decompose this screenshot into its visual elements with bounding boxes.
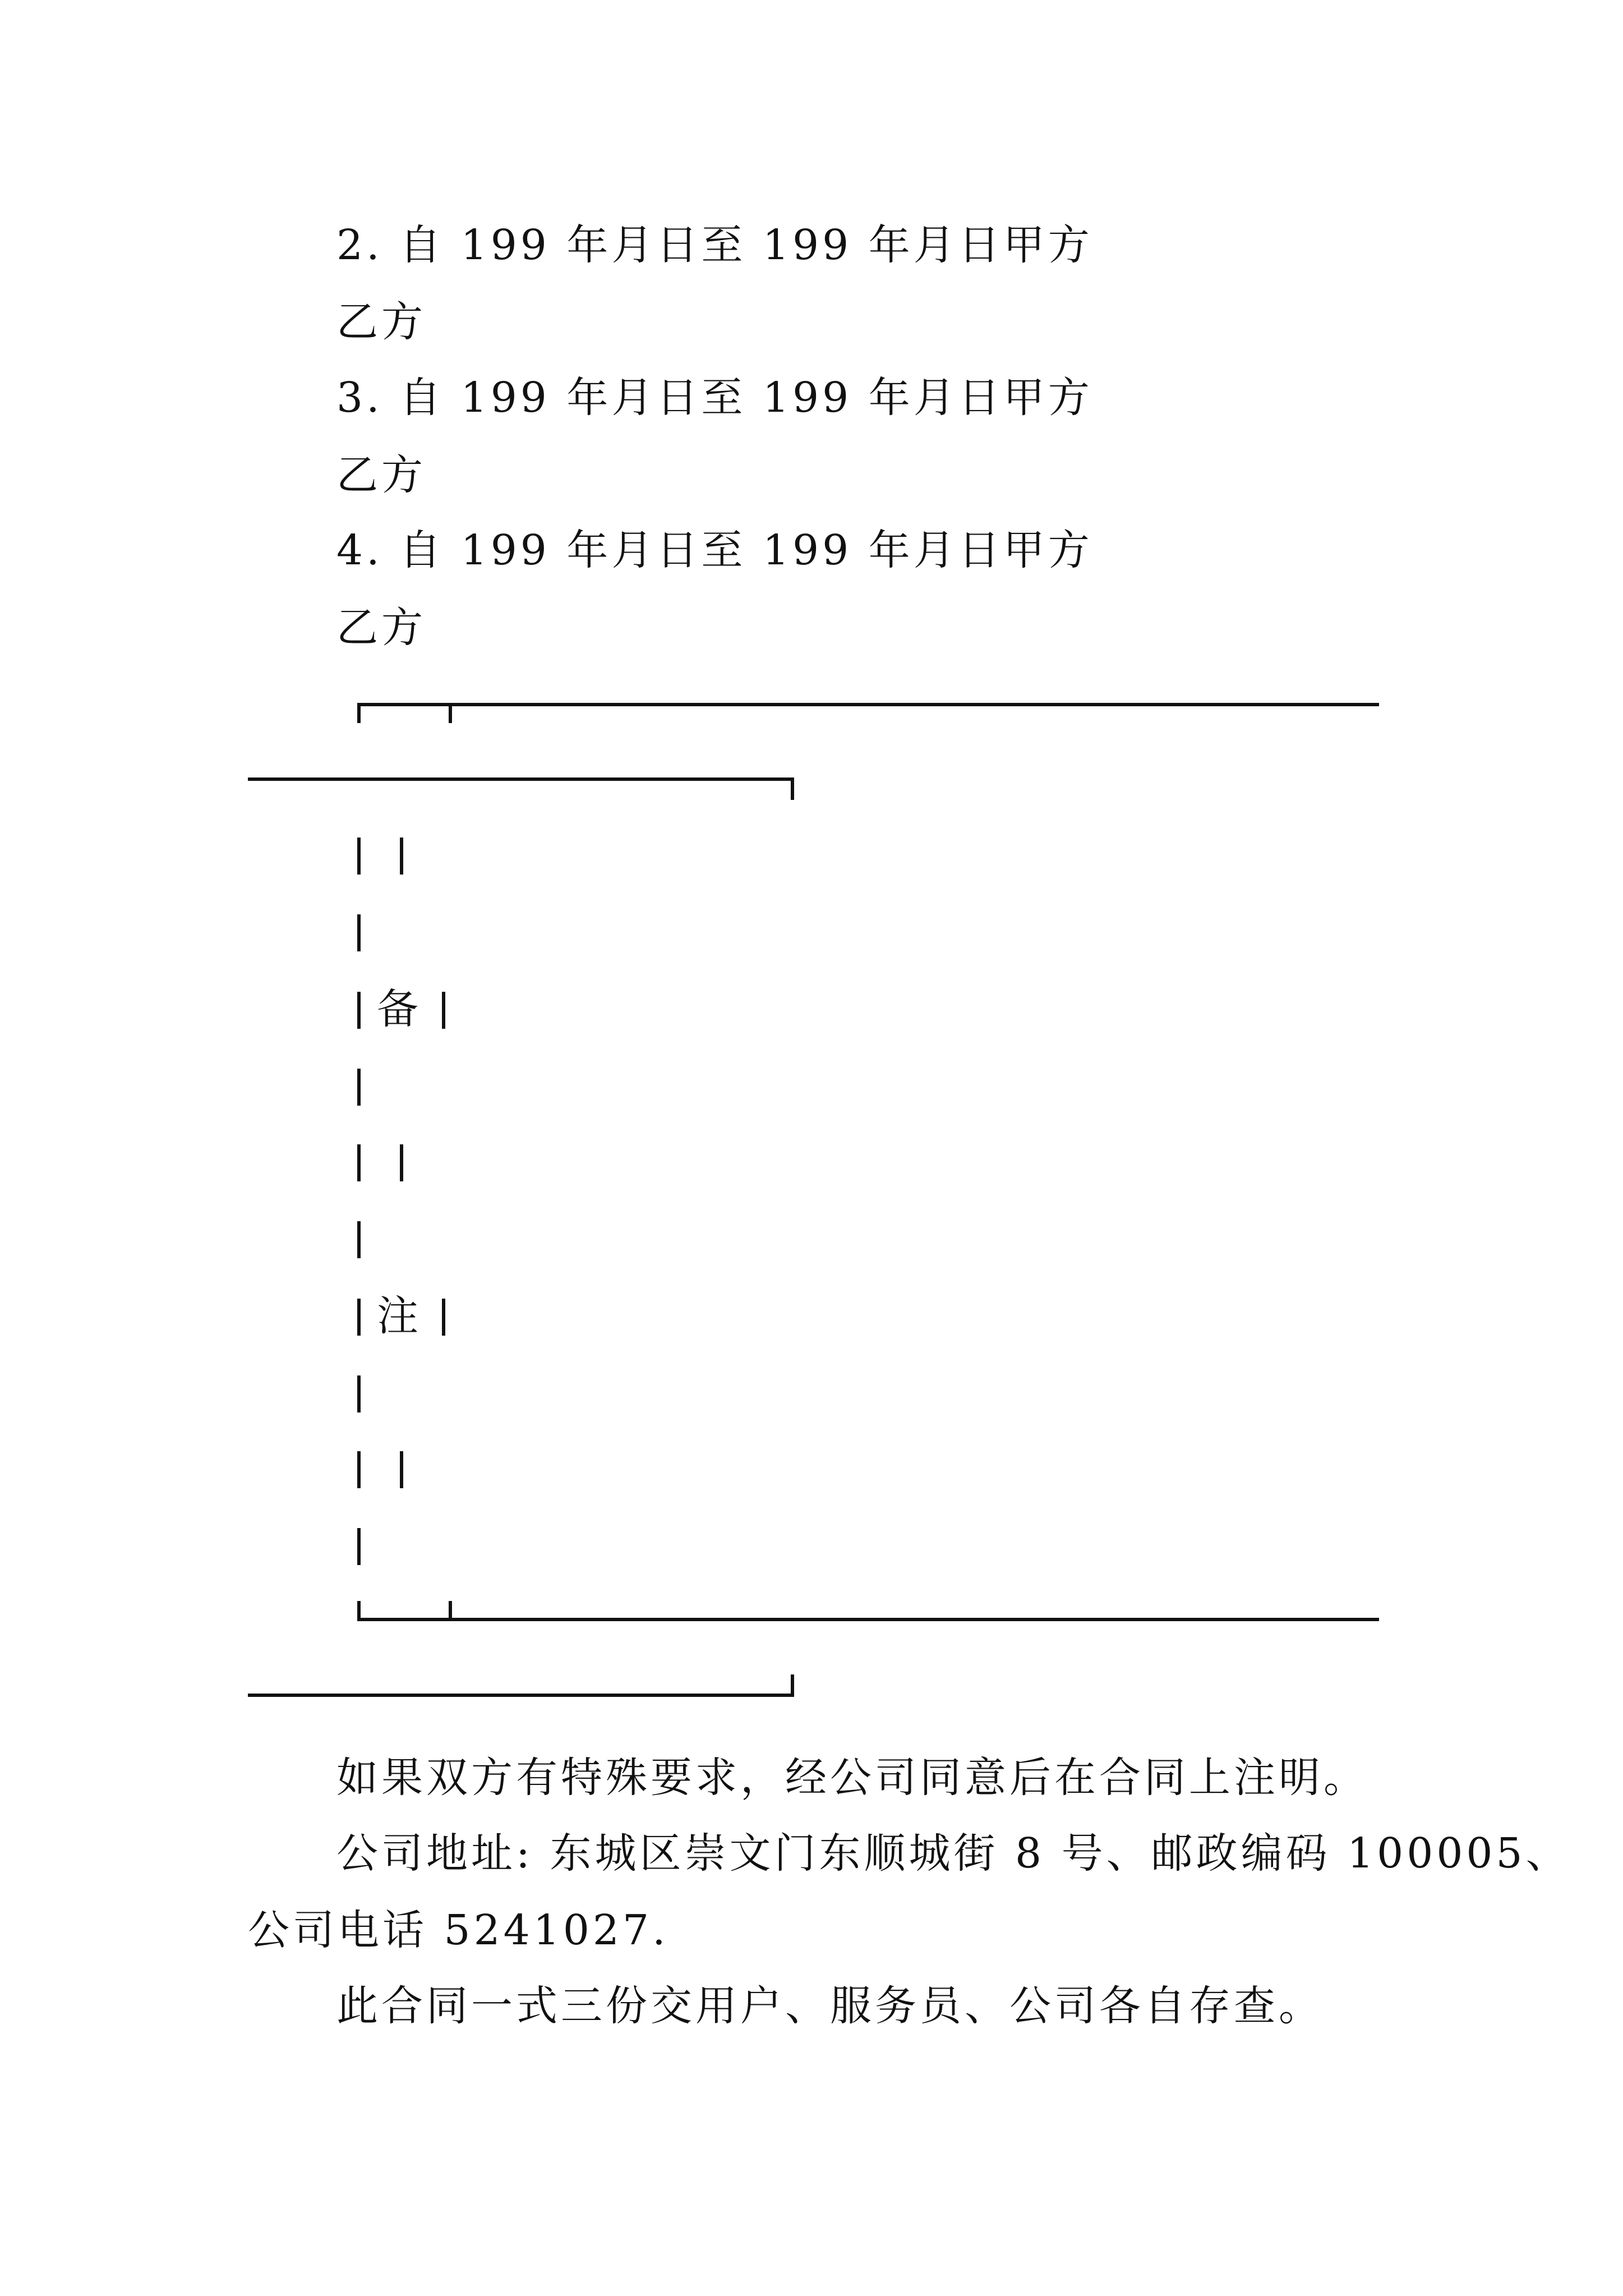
box-top-rule <box>357 703 1379 706</box>
box-left-bar <box>357 992 361 1029</box>
box-left-bar <box>357 1221 361 1258</box>
box-bottom-rule <box>357 1618 1379 1621</box>
box-divider-bar <box>400 838 403 875</box>
company-address-line: 公司地址: 东城区崇文门东顺城街 8 号、邮政编码 100005、 <box>336 1829 1571 1878</box>
box-left-bar <box>357 1528 361 1565</box>
box-bottom-right-corner <box>791 1674 794 1697</box>
box-bottom-rule-wrap <box>248 1694 794 1697</box>
box-left-bar <box>357 914 361 951</box>
box-bottom-divider-tick <box>449 1601 452 1621</box>
box-top-right-corner <box>791 777 794 800</box>
remarks-char-1: 备 <box>377 985 422 1033</box>
box-left-bar <box>357 1144 361 1181</box>
box-top-rule-wrap <box>248 777 794 781</box>
box-divider-bar <box>400 1451 403 1488</box>
box-left-bar <box>357 1299 361 1336</box>
box-left-bar <box>357 1069 361 1106</box>
box-top-divider-tick <box>449 703 452 723</box>
box-divider-bar <box>400 1144 403 1181</box>
special-requests-paragraph: 如果双方有特殊要求，经公司同意后在合同上注明。 <box>336 1754 1368 1802</box>
box-left-bar <box>357 1451 361 1488</box>
remarks-char-2: 注 <box>377 1292 422 1340</box>
schedule-line-3: 3. 自 199 年月日至 199 年月日甲方 <box>336 374 1093 422</box>
schedule-line-4: 4. 自 199 年月日至 199 年月日甲方 <box>336 526 1093 574</box>
box-left-bar <box>357 838 361 875</box>
party-b-label-4: 乙方 <box>336 604 426 652</box>
box-divider-bar <box>442 1299 445 1336</box>
company-phone-line: 公司电话 5241027. <box>248 1906 669 1954</box>
box-divider-bar <box>442 992 445 1029</box>
copies-paragraph: 此合同一式三份交用户、服务员、公司各自存查。 <box>336 1982 1324 2030</box>
box-left-bar <box>357 1375 361 1412</box>
party-b-label-3: 乙方 <box>336 451 426 499</box>
schedule-line-2: 2. 自 199 年月日至 199 年月日甲方 <box>336 221 1093 269</box>
party-b-label-2: 乙方 <box>336 298 426 346</box>
